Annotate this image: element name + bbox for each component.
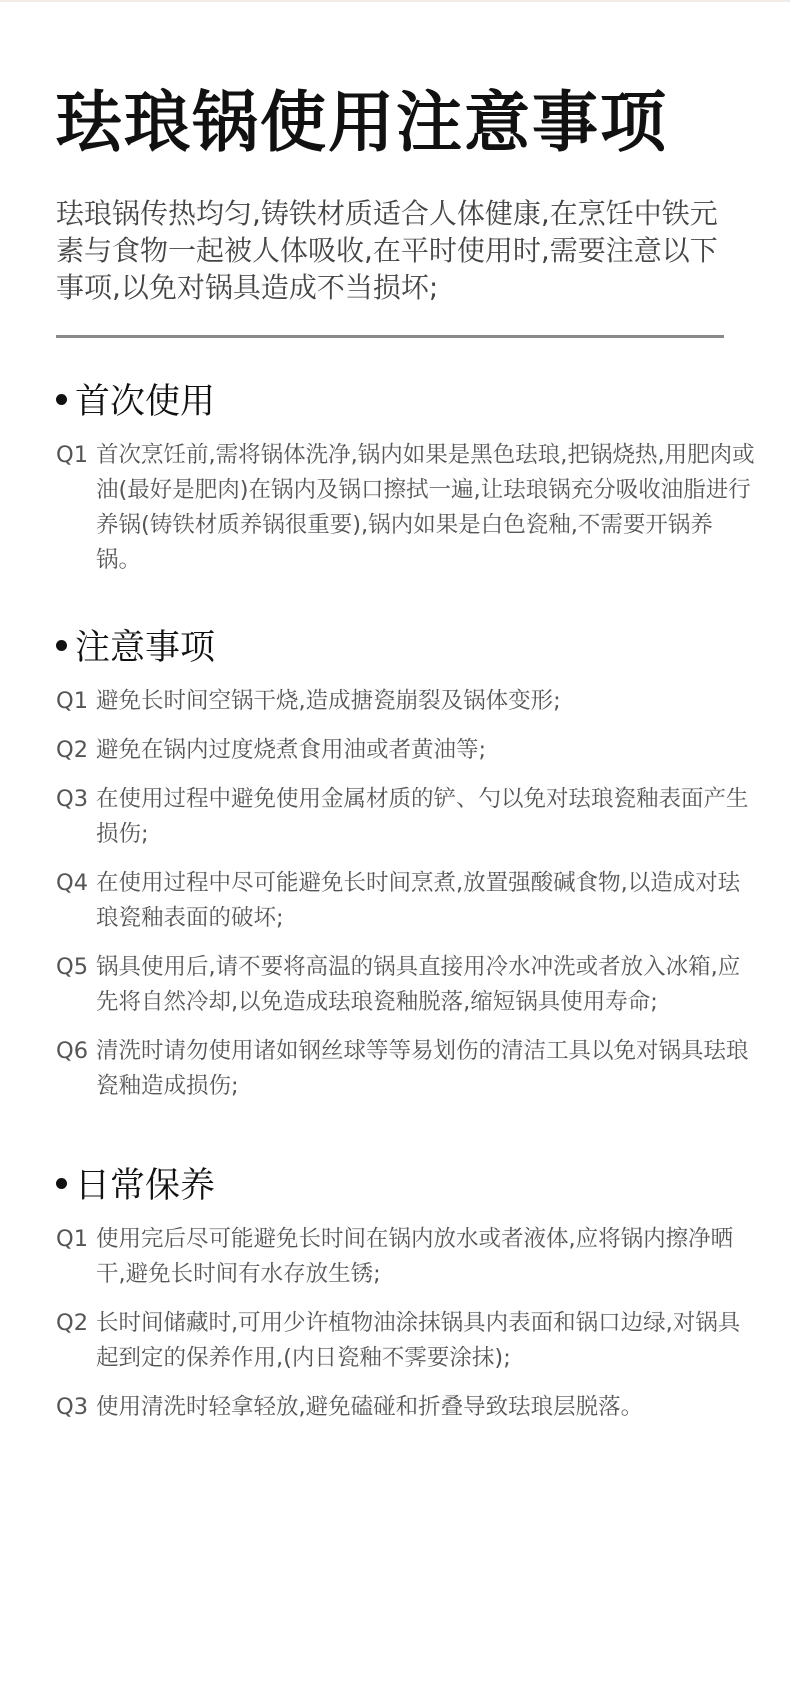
bullet-icon: [56, 1178, 67, 1189]
section-heading: [56, 374, 756, 424]
item-text: 长时间储藏时,可用少许植物油涂抹锅具内表面和锅口边绿,对锅具起到定的保养作用,(内日瓷釉不霁要涂抹);: [96, 1310, 741, 1371]
question-label: Q2: [56, 737, 89, 763]
section-heading-text: 日常保养: [75, 1166, 216, 1206]
question-label: Q1: [56, 442, 89, 468]
item-text: 使用清洗时轻拿轻放,避免磕碰和折叠导致珐琅层脱落。: [96, 1394, 644, 1420]
intro-paragraph: 珐琅锅传热均匀,铸铁材质适合人体健康,在烹饪中铁元素与食物一起被人体吸收,在平时使用时,需要注意以下事项,以免对锅具造成不当损坏;: [56, 197, 718, 304]
list-item: [56, 950, 756, 1020]
question-label: Q4: [56, 870, 89, 896]
top-edge-line: [0, 0, 790, 2]
list-item: [56, 866, 756, 936]
section-heading: [56, 1158, 756, 1208]
list-item: [56, 1222, 756, 1292]
question-label: Q1: [56, 1226, 89, 1252]
item-text: 在使用过程中尽可能避免长时间烹煮,放置强酸碱食物,以造成对珐琅瓷釉表面的破坏;: [96, 870, 741, 931]
item-text: 使用完后尽可能避免长时间在锅内放水或者液体,应将锅内擦净晒干,避免长时间有水存放生锈;: [96, 1226, 734, 1287]
list-item: [56, 438, 756, 578]
section-precautions: [56, 620, 756, 1118]
item-text: 清洗时请勿使用诸如钢丝球等等易划伤的清洁工具以免对锅具珐琅瓷釉造成损伤;: [96, 1038, 749, 1099]
question-label: Q5: [56, 954, 89, 980]
item-text: 首次烹饪前,需将锅体洗净,锅内如果是黑色珐琅,把锅烧热,用肥肉或油(最好是肥肉)在锅内及锅口擦拭一遍,让珐琅锅充分吸收油脂进行养锅(铸铁材质养锅很重要),锅内如果是白色瓷釉,不需要开锅养锅。: [96, 442, 755, 573]
section-heading-text: 注意事项: [75, 628, 216, 668]
list-item: [56, 733, 756, 768]
question-label: Q1: [56, 688, 89, 714]
item-text: 锅具使用后,请不要将高温的锅具直接用冷水冲洗或者放入冰箱,应先将自然冷却,以免造成珐琅瓷釉脱落,缩短锅具使用寿命;: [96, 954, 741, 1015]
list-item: [56, 782, 756, 852]
question-label: Q6: [56, 1038, 89, 1064]
list-item: [56, 1306, 756, 1376]
question-label: Q3: [56, 786, 89, 812]
section-daily-care: [56, 1158, 756, 1439]
list-item: [56, 684, 756, 719]
item-text: 避免长时间空锅干烧,造成搪瓷崩裂及锅体变形;: [96, 688, 561, 714]
list-item: [56, 1034, 756, 1104]
item-text: 避免在锅内过度烧煮食用油或者黄油等;: [96, 737, 487, 763]
section-first-use: [56, 374, 756, 592]
bullet-icon: [56, 394, 67, 405]
section-heading: [56, 620, 756, 670]
item-text: 在使用过程中避免使用金属材质的铲、勺以免对珐琅瓷釉表面产生损伤;: [96, 786, 749, 847]
divider: [56, 335, 724, 338]
question-label: Q3: [56, 1394, 89, 1420]
page-title: 珐琅锅使用注意事项: [56, 84, 668, 161]
list-item: [56, 1390, 756, 1425]
bullet-icon: [56, 640, 67, 651]
section-heading-text: 首次使用: [75, 382, 216, 422]
question-label: Q2: [56, 1310, 89, 1336]
